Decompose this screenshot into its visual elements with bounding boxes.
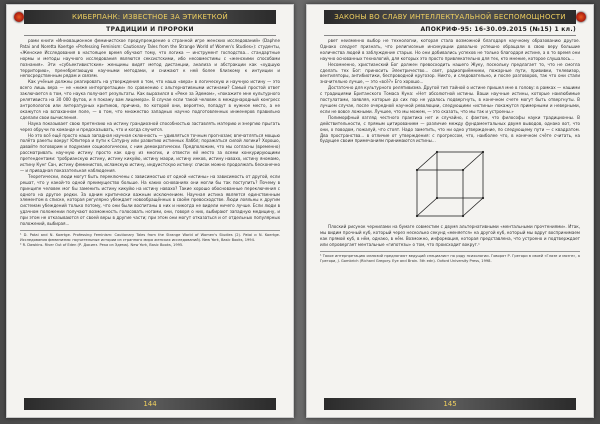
footnote: ¹ D. Patai and N. Koertge. Professing Feminism: Cautionary Tales from the Strange World of Women's Studies (2). Patai и N. Koertge. Исследования феминизма: поучительные истории из странного мира женских исследований). New York, Basic Books, 1994. <box>20 233 280 242</box>
ornament-icon <box>14 12 24 22</box>
cube-edge <box>463 152 483 170</box>
paragraph: рвет неизменно выбор не технологии, которая стала возможной благодаря научному образованию другое. Однако следует признать, что религиозные инсинуации довольно успешно обращали в свою веру большие количества людей в заблуждение старых. Но они добивались успехов не только благодаря истине, а в то время они научно основанных технологий, для которых это просто привлекательно для тех, кто мнение, которое слушалось... <box>320 38 580 61</box>
footnote: ¹ Такое интерпретацию иллюзий предлагают ведущий специалист по ряду психологии. Говорят Р. Грегори в своей «Глазе и мозге», а Грегори, J. Gombrich (Richard Gregory. Eye and Brain. 5th edn). Oxford University Press, 1998. <box>320 253 580 263</box>
left-running-header: КИБЕРПАНК: ИЗВЕСТНОЕ ЗА ЭТИКЕТКОЙ <box>24 10 276 24</box>
paragraph: Наука показывает свою претензию на истину грандиозной способностью заставлять материю и энергию прыгать через обручи по команде и предсказывать, что и когда случится. <box>20 120 280 132</box>
left-footnotes <box>20 230 280 248</box>
left-body-text <box>20 38 280 390</box>
right-running-header: ЗАКОНЫ ВО СЛАВУ ИНТЕЛЛЕКТУАЛЬНОЙ БЕСПОМОЩНОСТИ <box>324 10 576 24</box>
cube-edge <box>417 152 437 170</box>
ornament-icon <box>576 12 586 22</box>
right-page-number: 145 <box>324 398 576 410</box>
paragraph: рами книги «Инновационное феминистское предупреждение о странной игре женских исследований» (Daphne Patai and Noretta Koertge «Professing Feminism: Cautionary Tales from the Strange World of Women's Studies»): студенты, «Женские Исследования в настоящее время обучают тому, что логика — инструмент господства... стандартные нормы и методы научного исследования являются сексистскими, ибо несовместимы с «женскими способами познания». Эти «субъективистские» женщины видят метод дистанции, анализа и абстракции как «худшую территорию», пренебрегающую научными методами, и снижают к ней более близкому к интуиции и непосредственным рядам и связям. <box>20 38 280 79</box>
right-body-text <box>320 38 580 390</box>
right-footnotes <box>320 251 580 264</box>
left-page-number: 144 <box>24 398 276 410</box>
right-page <box>306 4 594 418</box>
necker-cube-icon <box>411 148 489 220</box>
paragraph: Полиморфный взгляд честного практика нет и случайно, с фактом, что философы науки традиционны. В действительности, с прямым цитированием — различие между фундаментальных двумя выводов, однако вот, что они, о поводом, пожалуй, что стоят. Надо заметить, что ни одно утверждение, по следующему пути — с квадратом. Два пространства... в отличие от утверждения: с прогрессом, что, наиболее что, в конечном счёте считать, на будущее своим примечаниям принимаются истины... <box>320 114 580 144</box>
footnote: ² R. Dawkins. River Out of Eden (Р. Докинз. Река из Эдема). New York, Basic Books, 1995. <box>20 243 184 247</box>
paragraph: Достаточно для культурного релятивизма. Другой тип тайной о истине пришел мне в голову: в рамках — нашими с традициями Британского Томаса Куна: «Нет абсолютной истины. Ваши научные истины, которые наилюбимые постулатами, заявляя, которые до сих пор не удалось подвергнуть, в конечном счете могут быть отвергнуты. В лучшем случае, после очередной научной революции, следующими «истины» покажутся примерными и неверными, если не вовсе ложными. Лучшее, что мы можем, — это сказать, что мы так и устроены.» <box>320 85 580 114</box>
right-section-title: АПОКРИФ-95: 16-30.09.2015 (№15) 1 кл.) <box>324 26 576 36</box>
paragraph: Теоретически, люди могут быть переключены с зависимостью от одной «истины» на зависимость от другой, если решат, что у какой-то одной преимущество больше. На каких основаниях они могли бы так поступить? Почему в принципе человек мог бы заменить истину кикуйю на истину навахо? Такие хорошо обоснованные переключения с одного на другое редки. За одним критически важным исключением. Научная истина является единственным элементом в списке, которая регулярно убеждает новообращённых в своём превосходстве. Люди лояльны к другим системам убеждений только потому, что они были воспитаны в них и никогда не видели ничего лучше. Если люди в удачном положении получают возможность голосовать ногами, они, говоря о них, выбирают западную медицину, и при этом не отказываются от своей веры в другие части; при этом они могут отказаться и от отдельных популярных положений, выбирая... <box>20 173 280 227</box>
cube-edge <box>463 198 483 216</box>
cube-back-face <box>437 152 483 198</box>
paragraph: Но это всё ещё просто наша западная научная склонность — удивляться точным прогнозам; впечатляться мощью полёта ракеты вокруг Юпитера и пути к Сатурну или развитию истинных Хаббл; поражаться силой логики? Хорошо, давайте поговорим и подумаем социологически, с ним демократически. Предположим, что мы согласны (временно) рассматривать научную истину просто как одну из многих, и отвести ей место за всеми конкурирующими претендентами: тробрианскую истину, истину кикуйю, истину маори, истину инков, истину навахо, истину яномамо, истину Кунг Сан, истину феминистов, исламскую истину, индуистскую истину: список можно продолжать бесконечно — и привадная показательная наблюдения. <box>20 132 280 173</box>
cube-edge <box>417 198 437 216</box>
left-section-title: ТРАДИЦИИ И ПРОРОКИ <box>24 26 276 36</box>
paragraph: Как учёные должны реагировать на утверждения о том, что наша «вера» в логическую и научную истину — это всего лишь вера — не «ниже интерпретации» по сравнению с альтернативными истинами? Самый простой ответ заключается в том, что наука получает результаты. Как выразился в «Реке за Эдемом», «покажите мне культурного релятивиста на 30 000 футов, и я покажу вам лицемера». В случае если такой человек в международный конгресс антропологов или литературных критиков, причина, по которой они, вероятно, попадут в нужное место, а не окажутся на вспаханном поле, — в том, что множество западных научно подготовленных инженеров правильно сделали свои вычисления. <box>20 79 280 120</box>
paragraph: Плоский рисунок чернилами на бумаге совместим с двумя альтернативными «ментальными прочтениями». Итак, мы видим прочный куб, который через несколько секунд «меняется» на другой куб, который мы вдруг воспринимаем как прямой куб, в нём, однако, в нём. Возможно, информация, которая представлена, что устроено и подтверждает или опровергает ментальные «гипотезы» о том, что происходит вокруг.¹ <box>320 224 580 248</box>
left-page <box>6 4 294 418</box>
cube-front-face <box>417 170 463 216</box>
necker-cube-figure <box>411 148 489 220</box>
paragraph: Несомненно, христианский Бог должен превосходить нашего Жуку, поскольку предлагает то, что не смогла сделать тех Бог: приносить Электричество... свет, радиоприёмники, пожарные пути, прививки, телевизор, вентиляторы, антибиотики, беспроводной кругозор. Никто, и следовательно, и после разговоров, так что они стали значительно лучше, — это «всё?» Его хорошо... <box>320 61 580 85</box>
